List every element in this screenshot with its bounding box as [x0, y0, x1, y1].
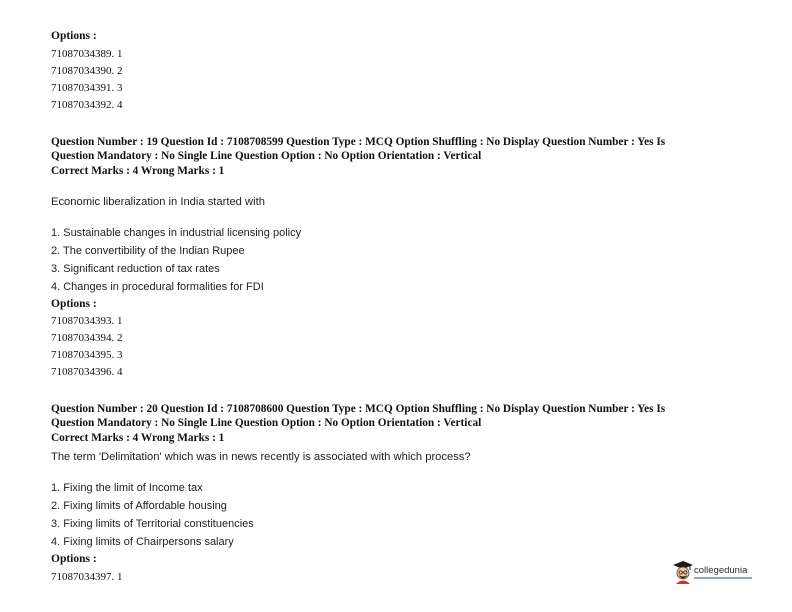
answer-choice: 4. Fixing limits of Chairpersons salary	[51, 536, 234, 548]
question-text: Economic liberalization in India started with	[51, 196, 265, 208]
option-id: 71087034390. 2	[51, 65, 123, 77]
question-marks: Correct Marks : 4 Wrong Marks : 1	[51, 165, 225, 177]
logo-text: collegedunia	[694, 565, 748, 576]
answer-choice: 3. Significant reduction of tax rates	[51, 263, 220, 275]
option-id: 71087034395. 3	[51, 349, 123, 361]
answer-choice: 1. Sustainable changes in industrial licensing policy	[51, 227, 302, 239]
option-id: 71087034393. 1	[51, 315, 123, 327]
logo-tagline-bar	[694, 577, 752, 579]
question-text: The term 'Delimitation' which was in news recently is associated with which process?	[51, 451, 471, 463]
question-meta: Question Mandatory : No Single Line Question Option : No Option Orientation : Vertical	[51, 417, 482, 429]
answer-choice: 3. Fixing limits of Territorial constituencies	[51, 518, 254, 530]
answer-choice: 4. Changes in procedural formalities for FDI	[51, 281, 264, 293]
option-id: 71087034394. 2	[51, 332, 123, 344]
question-marks: Correct Marks : 4 Wrong Marks : 1	[51, 432, 225, 444]
question-meta: Question Mandatory : No Single Line Question Option : No Option Orientation : Vertical	[51, 150, 482, 162]
options-label: Options :	[51, 298, 97, 310]
question-meta: Question Number : 20 Question Id : 7108708600 Question Type : MCQ Option Shuffling : No Display Question Number : Yes Is	[51, 403, 666, 415]
option-id: 71087034389. 1	[51, 48, 123, 60]
options-label: Options :	[51, 30, 97, 42]
answer-choice: 1. Fixing the limit of Income tax	[51, 482, 203, 494]
answer-choice: 2. Fixing limits of Affordable housing	[51, 500, 227, 512]
answer-choice: 2. The convertibility of the Indian Rupee	[51, 245, 245, 257]
option-id: 71087034391. 3	[51, 82, 123, 94]
option-id: 71087034397. 1	[51, 571, 123, 583]
graduate-mascot-icon	[672, 560, 694, 584]
options-label: Options :	[51, 553, 97, 565]
option-id: 71087034396. 4	[51, 366, 123, 378]
question-meta: Question Number : 19 Question Id : 7108708599 Question Type : MCQ Option Shuffling : No Display Question Number : Yes Is	[51, 136, 666, 148]
option-id: 71087034392. 4	[51, 99, 123, 111]
collegedunia-logo	[672, 560, 756, 584]
